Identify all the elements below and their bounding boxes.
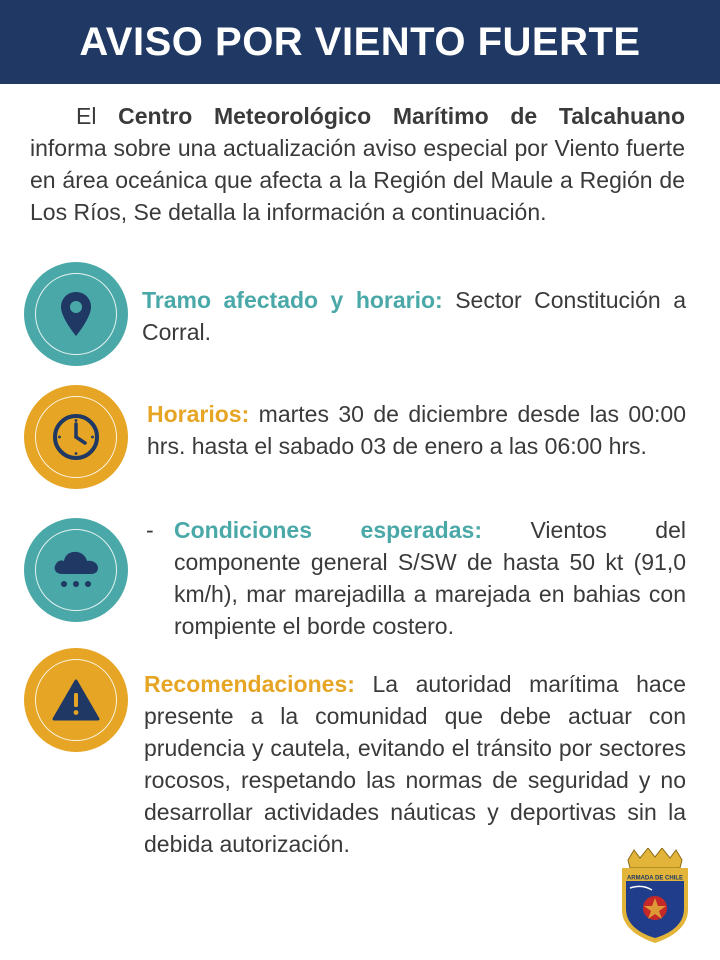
- weather-badge-ring: [35, 529, 117, 611]
- section-condiciones: [174, 514, 686, 642]
- intro-body: informa sobre una actualización aviso especial por Viento fuerte en área oceánica que afecta a la Región del Maule a Región de Los Ríos, Se detalla la información a continuación.: [30, 135, 685, 225]
- section-condiciones-label: Condiciones esperadas:: [174, 517, 482, 543]
- warning-icon: [51, 678, 101, 722]
- location-pin-icon: [59, 290, 93, 338]
- section-recomendaciones-text: La autoridad marítima hace presente a la comunidad que debe actuar con prudencia y cautela, evitando el tránsito por sectores rocosos, respetando las normas de seguridad y no desarrollar actividades náuticas y deportivas sin la debida autorización.: [144, 671, 686, 857]
- location-badge-ring: [35, 273, 117, 355]
- armada-de-chile-emblem-icon: [618, 848, 692, 944]
- page-title: AVISO POR VIENTO FUERTE: [79, 19, 641, 64]
- section-recomendaciones-label: Recomendaciones:: [144, 671, 355, 697]
- warning-badge-ring: [35, 659, 117, 741]
- clock-badge-ring: [35, 396, 117, 478]
- intro-lead: El: [76, 103, 97, 129]
- section-horarios: [147, 398, 686, 462]
- warning-badge: [24, 648, 128, 752]
- section-tramo-text: Sector Constitución a Corral.: [142, 287, 686, 345]
- logo-text: ARMADA DE CHILE: [626, 875, 684, 882]
- section-condiciones-bullet: -: [146, 517, 154, 543]
- clock-icon: [51, 412, 101, 462]
- section-recomendaciones: [144, 668, 686, 860]
- rain-cloud-icon: [50, 546, 102, 594]
- section-condiciones-text: Vientos del componente general S/SW de hasta 50 kt (91,0 km/h), mar marejadilla a marejada en bahias con rompiente el borde costero.: [174, 517, 687, 639]
- clock-badge: [24, 385, 128, 489]
- header-banner: [0, 0, 720, 84]
- intro-paragraph: [30, 100, 685, 228]
- section-tramo: [142, 284, 686, 348]
- section-horarios-text: martes 30 de diciembre desde las 00:00 hrs. hasta el sabado 03 de enero a las 06:00 hrs.: [147, 401, 686, 459]
- weather-badge: [24, 518, 128, 622]
- intro-org: Centro Meteorológico Marítimo de Talcahuano: [118, 103, 685, 129]
- section-tramo-label: Tramo afectado y horario:: [142, 287, 443, 313]
- section-horarios-label: Horarios:: [147, 401, 250, 427]
- location-badge: [24, 262, 128, 366]
